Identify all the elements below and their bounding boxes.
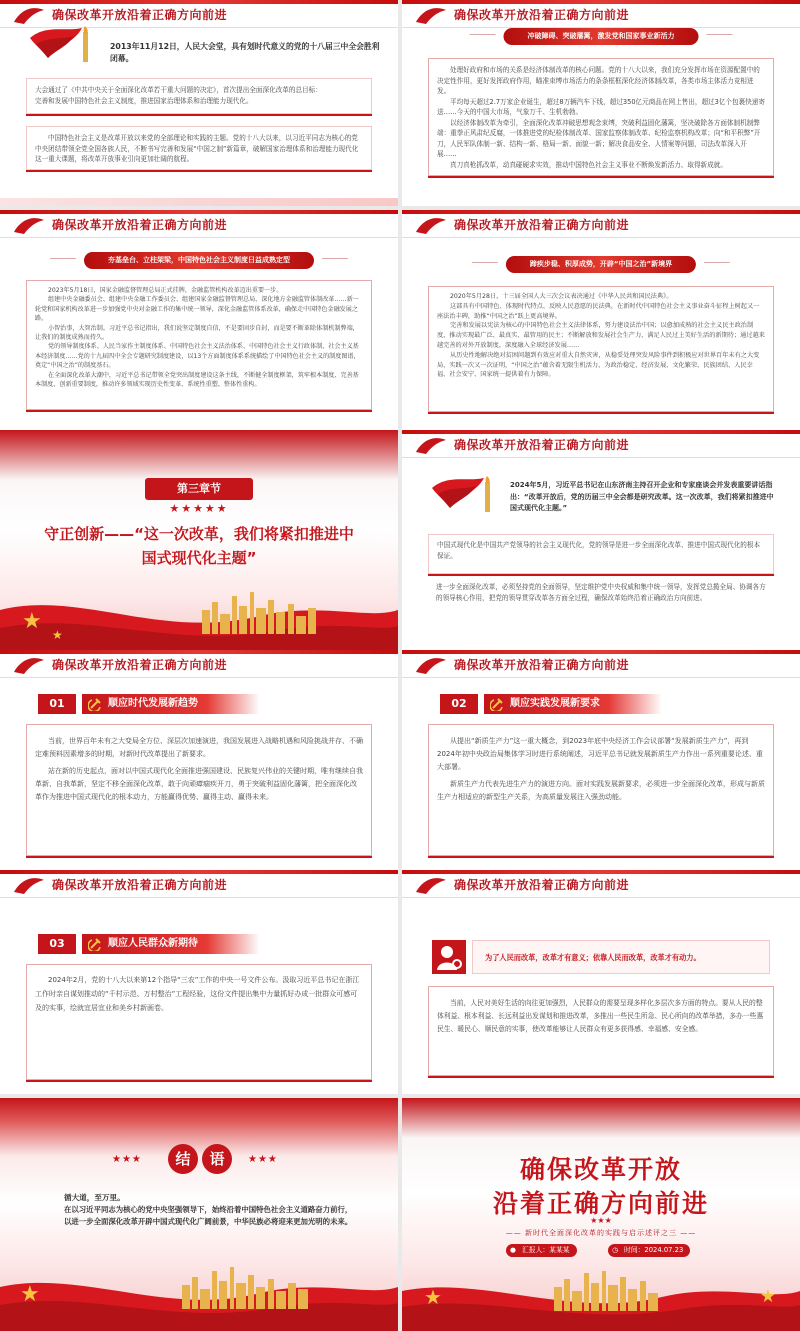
slide9-body-box (26, 964, 372, 1080)
slide-chapter-three[interactable] (0, 430, 398, 654)
point-label-bar (82, 934, 260, 954)
gold-star-icon: ★ (424, 1285, 442, 1309)
slide6-quote (510, 480, 780, 515)
bottom-strip (0, 198, 398, 206)
slide-cover[interactable] (402, 1098, 800, 1331)
city-skyline-icon (200, 590, 320, 634)
point-label: 顺应时代发展新趋势 (108, 698, 198, 709)
top-red-glow (402, 1098, 800, 1138)
gold-star-icon: ★ (759, 1286, 776, 1307)
chapter-badge: 第三章节 (145, 478, 253, 500)
slide7-para-1: 当前，世界百年未有之大变局全方位、深层次加速演进，我国发展进入战略机遇和风险挑战并存、不确定难预料因素增多的时期，对新时代改革提出了新要求。 (35, 737, 363, 758)
slide-header (0, 210, 398, 238)
slide7-para-2: 站在新的历史起点，面对以中国式现代化全面推进强国建设、民族复兴伟业的关键时期，唯有继续自我革新、自我革新，坚定不移全面深化改革，敢于向顽瘴痼疾开刀，勇于突破利益固化藩篱，把全面深化改革作为推进中国式现代化的根本动力，方能赢得优势、赢得主动、赢得未来。 (35, 767, 363, 801)
gold-star-icon: ★ (20, 1282, 40, 1307)
slide-header-title: 确保改革开放沿着正确方向前进 (52, 218, 228, 232)
slide1-body: 中国特色社会主义是改革开放以来党的全部理论和实践的主题。党的十八大以来，以习近平同志为核心的党中央团结带领全党全国各族人民，不断书写完善和发展“中国之制”新篇章，破解国家治理体系和治理能力现代化这一重大课题，将改革开放事业引向更加壮阔的航程。 (35, 134, 359, 163)
red-wing-icon (12, 214, 46, 236)
slide-header (0, 650, 398, 678)
conclusion-char-2: 语 (202, 1144, 232, 1174)
slide-header-title: 确保改革开放沿着正确方向前进 (454, 218, 630, 232)
slide4-pill: 蹄疾步稳、积厚成势，开辟“中国之治”新境界 (506, 256, 696, 273)
slide8-para-1: 从提出“新质生产力”这一重大概念，到2023年底中央经济工作会议部署“发展新质生产力”，再到2024年初中央政治局集体学习时进行系统阐述，习近平总书记就发展新质生产力作出一系列重要论述、重大部署。 (437, 737, 763, 771)
chapter-title: 守正创新——“这一次改革，我们将紧扣推进中国式现代化主题” (44, 525, 354, 567)
person-search-icon (432, 940, 466, 974)
slide-conclusion[interactable] (0, 1098, 398, 1331)
slide3-pill: 夯基垒台、立柱架梁，中国特色社会主义制度日益成熟定型 (84, 252, 314, 269)
cover-title-line1: 确保改革开放 (519, 1155, 682, 1184)
city-skyline-icon (552, 1271, 662, 1311)
slide10-body: 当前，人民对美好生活的向往更加强烈，人民群众的需要呈现多样化多层次多方面的特点。要从人民的整体利益、根本利益、长远利益出发谋划和推进改革，多推出一些民生所急、民心所向的改革举措，多办一些惠民生、暖民心、顺民意的实事，使改革能够让人民群众有更多获得感、幸福感、安全感。 (437, 999, 764, 1033)
red-wing-icon (414, 654, 448, 676)
point-number: 03 (38, 934, 76, 954)
slide1-body-box (26, 126, 372, 170)
conclusion-body: 在以习近平同志为核心的党中央坚强领导下，始终沿着中国特色社会主义道路奋力前行，以进一步全面深化改革开辟中国式现代化广阔前景，中华民族必将迎来更加光明的未来。 (64, 1205, 353, 1226)
chapter-stars: ★★★★★ (169, 502, 229, 515)
conclusion-lead: 循大道，至万里。 (64, 1193, 125, 1202)
slide8-para-2: 新质生产力代表先进生产力的演进方向。面对实践发展新要求，必须进一步全面深化改革，形成与新质生产力相适应的新型生产关系，为高质量发展注入强劲动能。 (437, 780, 765, 801)
slide-header (402, 210, 800, 238)
red-wing-icon (12, 654, 46, 676)
slide10-body-box (428, 986, 774, 1076)
slide6-quote-date: 2024年5月， (510, 481, 556, 489)
red-silk-wave (0, 580, 398, 654)
conclusion-char-1: 结 (168, 1144, 198, 1174)
top-red-glow (0, 430, 398, 480)
slide-review-intro[interactable] (0, 0, 398, 206)
red-wing-icon (12, 874, 46, 896)
cover-subtitle: —— 新时代全面深化改革的实践与启示述评之三 —— (505, 1229, 697, 1237)
slide-header (0, 870, 398, 898)
clock-icon: ◷ (612, 1246, 618, 1254)
cover-date-text: 时间：2024.07.23 (624, 1246, 684, 1254)
point-number: 02 (440, 694, 478, 714)
slide10-highlight: 为了人民而改革，改革才有意义；依靠人民而改革，改革才有动力。 (472, 940, 770, 974)
red-flag-torch-icon (428, 474, 506, 522)
slide-header-title: 确保改革开放沿着正确方向前进 (454, 658, 630, 672)
slide3-para-1: 2023年5月18日，国家金融监督管理总局正式挂牌，金融监管机构改革迈出重要一步。 (48, 287, 283, 294)
slide-header (402, 650, 800, 678)
cover-date (608, 1244, 690, 1257)
slide2-para-3: 以经济体制改革为牵引，全面深化改革冲破思想观念束缚，突破利益固化藩篱，坚决破除各方面体制机制弊端：重拳正风肃纪反腐，一体推进党的纪检体制改革、国家监察体制改革、纪检监察机构改革；向“和平积弊”开刀，人民军队体制一新、结构一新、格局一新、面貌一新；解决食品安全、人情案等问题，司法改革深入开展…… (437, 118, 761, 158)
slide4-para-3: 完善和发展以宪法为核心的中国特色社会主义法律体系，努力建设法治中国；以愈加成熟的社会主义民主政治制度，推动实现最广泛、最真实、最管用的民主；不断解放和发展社会生产力，满足人民过上美好生活的新期待；通过越来越完善的对外开放制度，深度融入全球经济发展…… (437, 322, 765, 349)
slide2-para-2: 平均每天超过2.7万家企业诞生，超过8万辆汽车下线，超过350亿元商品在网上售出，超过3亿个包裹快递寄送……今天的中国大市场，气象万千、生机勃勃。 (437, 97, 765, 116)
slide1-quote: 2013年11月12日，人民大会堂，具有划时代意义的党的十八届三中全会胜利闭幕。 (110, 42, 380, 63)
slide-header-title: 确保改革开放沿着正确方向前进 (454, 438, 630, 452)
red-wing-icon (414, 434, 448, 456)
slide-header (402, 430, 800, 458)
slide-governance[interactable] (402, 210, 800, 434)
slide-party-leadership[interactable] (402, 430, 800, 654)
slide6-box (428, 534, 774, 574)
gold-star-icon: ★ (52, 628, 63, 642)
slide-header (402, 0, 800, 28)
slide-point-03[interactable] (0, 870, 398, 1094)
point-number: 01 (38, 694, 76, 714)
slide-header-title: 确保改革开放沿着正确方向前进 (52, 658, 228, 672)
slide3-body-box (26, 280, 372, 410)
slide3-para-5: 在全面深化改革大潮中，习近平总书记带领全党突出制度建设这条主线，不断健全制度框架，筑牢根本制度、完善基本制度、创新重要制度，推动许多领域实现历史性变革、系统性重塑、整体性重构。 (35, 371, 359, 389)
slide6-quote-text: 习近平总书记在山东济南主持召开企业和专家座谈会并发表重要讲话指出：“改革开放后，党的历届三中全会都是研究改革。这一次改革，我们将紧扣推进中国式现代化主题。” (510, 481, 774, 512)
slide-institution-building[interactable] (0, 210, 398, 434)
slide-header-title: 确保改革开放沿着正确方向前进 (52, 878, 228, 892)
slide3-para-4: 党的领导制度体系、人民当家作主制度体系、中国特色社会主义法治体系、中国特色社会主义行政体制、社会主义基本经济制度……党的十九届四中全会专题研究制度建设，以13个方面制度体系系统描绘了中国特色社会主义的制度图谱，奠定“中国之治”的制度基石。 (35, 343, 360, 370)
cover-reporter-text: 汇报人：某某某 (522, 1246, 570, 1254)
slide2-para-1: 处理好政府和市场的关系是经济体制改革的核心问题。党的十八大以来，我们充分发挥市场在资源配置中的决定性作用，更好发挥政府作用，瞄准束缚市场活力的条条框框深化经济体制改革，各类市场主体活力竞相迸发。 (437, 66, 760, 95)
slide3-para-3: 小智治事，大智治制。习近平总书记指出，我们说坚定制度自信，不是要固步自封，而是要不断革除体制机制弊端，让我们的制度成熟而持久。 (35, 324, 359, 342)
conclusion-stars-right: ★★★ (248, 1154, 278, 1165)
point-label: 顺应实践发展新要求 (510, 698, 600, 709)
red-wing-icon (12, 4, 46, 26)
slide1-goal-red: 完善和发展中国特色社会主义制度，推进国家治理体系和治理能力现代化。 (35, 96, 253, 105)
gold-star-icon: ★ (22, 609, 42, 634)
slide-point-02[interactable] (402, 650, 800, 874)
hammer-sickle-icon (88, 937, 102, 951)
cover-title-line2: 沿着正确方向前进 (492, 1189, 709, 1218)
slide9-para-1: 2024年2月，党的十八大以来第12个指导“三农”工作的中央一号文件公布。汲取习近平总书记在浙江工作时亲自谋划推动的“千村示范、万村整治”工程经验，这份文件提出集中力量抓好办成一批群众可感可及的实事，绘就宜居宜业和美乡村新画卷。 (35, 976, 360, 1012)
slide4-para-1: 2020年5月28日，十三届全国人大三次会议表决通过《中华人民共和国民法典》。 (450, 293, 673, 300)
slide-header (402, 870, 800, 898)
hammer-sickle-icon (490, 697, 504, 711)
slide-economic-reform[interactable] (402, 0, 800, 206)
red-wing-icon (414, 4, 448, 26)
slide1-goal-lead: 大会通过了《中共中央关于全面深化改革若干重大问题的决定》，首次提出全面深化改革的总目标： (35, 86, 322, 94)
slide6-body: 进一步全面深化改革，必须坚持党的全面领导，坚定维护党中央权威和集中统一领导，发挥党总揽全局、协调各方的领导核心作用，把党的领导贯穿改革各方面全过程，确保改革始终沿着正确政治方向前进。 (436, 583, 766, 602)
conclusion-stars-left: ★★★ (112, 1154, 142, 1165)
red-wing-icon (414, 874, 448, 896)
slide8-body-box (428, 724, 774, 856)
slide4-body-box (428, 286, 774, 412)
point-label: 顺应人民群众新期待 (108, 938, 198, 949)
point-label-bar (82, 694, 260, 714)
slide-people-centered[interactable] (402, 870, 800, 1094)
city-skyline-icon (180, 1267, 310, 1309)
slide4-para-2: 这部具有中国特色、体现时代特点、反映人民意愿的民法典，在新时代中国特色社会主义事业奋斗征程上树起又一座法治丰碑，助推“中国之治”跃上更高境界。 (437, 302, 760, 320)
slide-header-title: 确保改革开放沿着正确方向前进 (52, 8, 228, 22)
slide2-para-4: 真刀真枪抓改革，动真碰硬求实效，推动中国特色社会主义事业不断焕发新活力、取得新成就。 (450, 160, 727, 169)
slide6-box-text: 中国式现代化是中国共产党领导的社会主义现代化，党的领导是进一步全面深化改革、推进中国式现代化的根本保证。 (437, 541, 761, 560)
point-label-bar (484, 694, 662, 714)
red-flag-torch-icon (26, 24, 104, 72)
slide7-body-box (26, 724, 372, 856)
slide-header-title: 确保改革开放沿着正确方向前进 (454, 878, 630, 892)
slide2-body-box (428, 58, 774, 176)
slide4-para-4: 从历史性地解决绝对贫困问题到有效应对重大自然灾害，从稳妥处理突发风险事件到积极应对世界百年未有之大变局，实践一次又一次证明，“中国之治”蕴含着无限生机活力，为政治稳定、经济发展、文化繁荣、民族团结、人民幸福、社会安宁、国家统一提供着有力保障。 (437, 351, 760, 379)
red-wing-icon (414, 214, 448, 236)
user-icon: ● (510, 1246, 516, 1254)
cover-reporter (506, 1244, 577, 1257)
slide3-para-2: 组建中央金融委员会、组建中央金融工作委员会、组建国家金融监督管理总局、深化地方金融监管体制改革……新一轮党和国家机构改革进一步加强党中央对金融工作的集中统一领导，深化金融监管体系改革，确保走中国特色金融发展之路。 (35, 296, 359, 323)
cover-stars: ★★★ (590, 1216, 612, 1225)
slide2-pill: 冲破障碍、突破藩篱，激发党和国家事业新活力 (504, 28, 699, 45)
slide-header-title: 确保改革开放沿着正确方向前进 (454, 8, 630, 22)
slide-point-01[interactable] (0, 650, 398, 874)
hammer-sickle-icon (88, 697, 102, 711)
slide1-goal-box (26, 78, 372, 114)
